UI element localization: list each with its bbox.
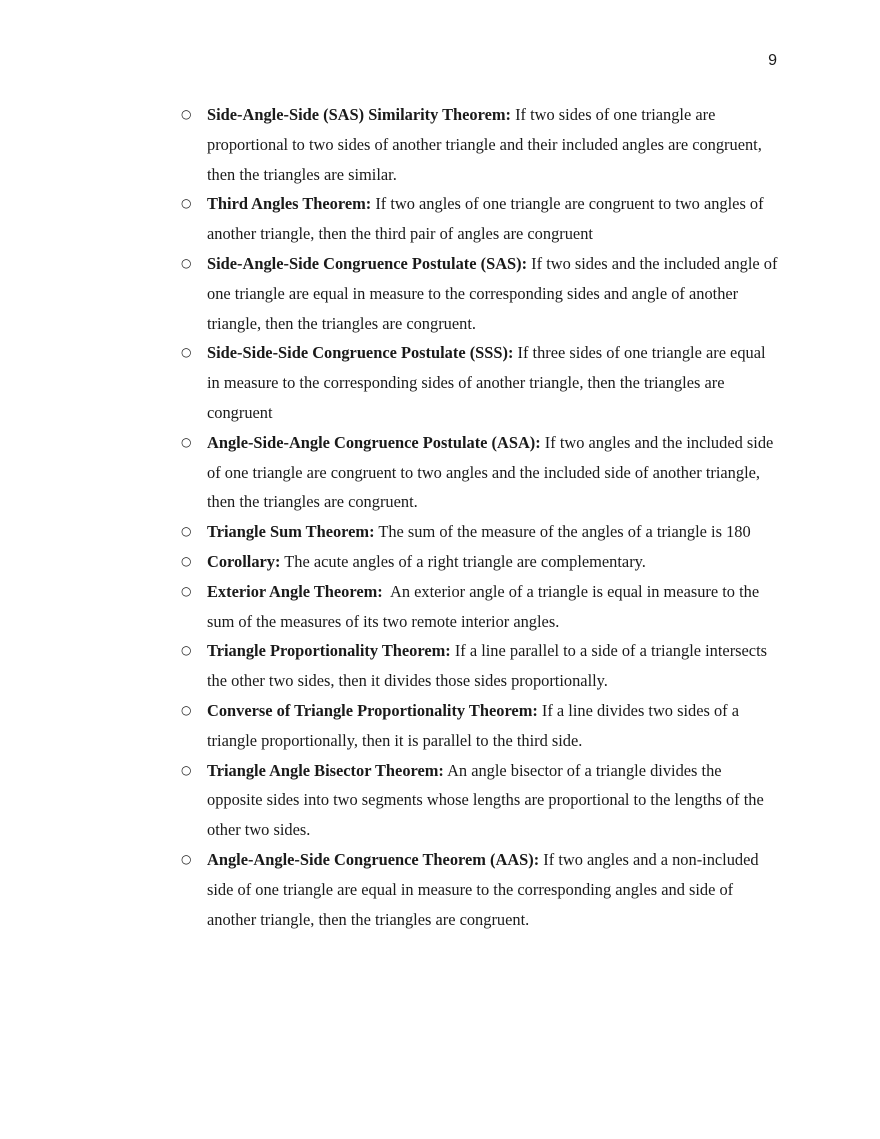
theorem-term: Angle-Side-Angle Congruence Postulate (ASA): [207,432,541,452]
theorem-term: Triangle Angle Bisector Theorem: [207,760,444,780]
hollow-circle-icon: ○ [181,851,192,866]
theorem-text: The sum of the measure of the angles of a triangle is 180 [374,522,751,542]
hollow-circle-icon: ○ [181,345,192,360]
theorem-text: If two angles and the included side of one triangle are congruent to two angles and the included side of another triangle, then the triangles are congruent. [207,432,774,512]
theorem-text: If two sides of one triangle are proportional to two sides of another triangle and their included angles are congruent, then the triangles are similar. [207,105,762,184]
document-body [0,100,880,934]
list-item [0,845,778,934]
theorem-text: The acute angles of a right triangle are complementary. [280,551,646,571]
theorem-text: If a line divides two sides of a triangle proportionally, then it is parallel to the third side. [207,700,740,750]
list-item [0,249,778,338]
hollow-circle-icon: ○ [181,255,192,270]
theorem-term: Side-Angle-Side Congruence Postulate (SAS): [207,253,528,273]
theorem-text: An exterior angle of a triangle is equal in measure to the sum of the measures of its two remote interior angles. [207,581,764,631]
list-item [0,577,778,637]
theorem-text: If three sides of one triangle are equal in measure to the corresponding sides of another triangle, then the triangles are congruent [207,343,766,422]
list-item [0,696,778,756]
list-item [0,756,778,845]
theorem-term: Side-Side-Side Congruence Postulate (SSS): [207,343,514,363]
list-item [0,338,778,427]
theorem-text: If a line parallel to a side of a triangle intersects the other two sides, then it divides those sides proportionally. [207,641,768,691]
theorem-text: If two angles and a non-included side of one triangle are equal in measure to the corresponding angles and side of another triangle, then the triangles are congruent. [207,849,759,929]
theorem-term: Corollary: [207,551,281,571]
theorem-term: Side-Angle-Side (SAS) Similarity Theorem: [207,105,511,124]
list-item [0,189,778,249]
theorem-text: If two angles of one triangle are congruent to two angles of another triangle, then the third pair of angles are congruent [207,194,764,244]
hollow-circle-icon: ○ [181,702,192,717]
list-item [0,517,778,547]
list-item [0,636,778,696]
hollow-circle-icon: ○ [181,196,192,211]
theorem-term: Converse of Triangle Proportionality Theorem: [207,700,538,720]
hollow-circle-icon: ○ [181,524,192,539]
hollow-circle-icon: ○ [181,762,192,777]
list-item [0,428,778,517]
hollow-circle-icon: ○ [181,583,192,598]
theorem-term: Exterior Angle Theorem: [207,581,383,601]
page-number: 9 [768,52,777,69]
theorem-term: Third Angles Theorem: [207,194,372,214]
hollow-circle-icon: ○ [181,107,192,121]
hollow-circle-icon: ○ [181,643,192,658]
theorem-text: If two sides and the included angle of one triangle are equal in measure to the corresponding sides and angle of another triangle, then the triangles are congruent. [207,253,778,333]
hollow-circle-icon: ○ [181,434,192,449]
theorem-term: Triangle Sum Theorem: [207,522,375,542]
hollow-circle-icon: ○ [181,553,192,568]
list-item [0,547,778,577]
theorem-list [0,100,880,934]
theorem-term: Triangle Proportionality Theorem: [207,641,451,661]
theorem-text: An angle bisector of a triangle divides the opposite sides into two segments whose lengths are proportional to the lengths of the other two sides. [207,760,764,840]
list-item [0,100,778,189]
theorem-term: Angle-Angle-Side Congruence Theorem (AAS): [207,849,540,869]
